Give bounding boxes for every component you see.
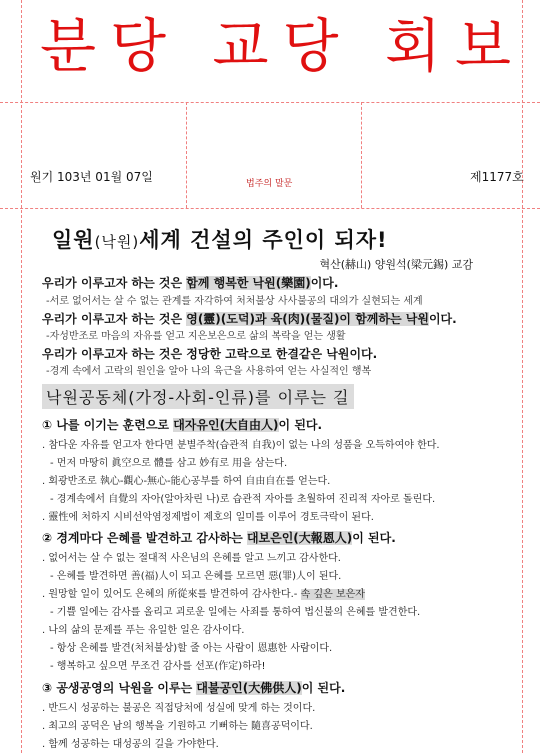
- highlight: 속 깊은 보은자: [300, 589, 365, 600]
- subsection-1-line: - 경계속에서 自覺의 자아(알아차린 나)로 습관적 자아를 초월하여 진리적 자아로 돌린다.: [50, 494, 436, 505]
- principle-text: 우리가 이루고자 하는 것은: [42, 276, 187, 290]
- section-title: 낙원공동체(가정-사회-인류)를 이루는 길: [42, 384, 354, 409]
- principle-text: 이다.: [310, 276, 339, 290]
- subsection-text: 이 된다.: [301, 681, 346, 695]
- subsection-text: 이 된다.: [278, 418, 323, 432]
- subsection-1-line: . 靈性에 처하지 시비선악염정제법이 제호의 일미를 이루어 경토극락이 된다.: [42, 512, 374, 523]
- headline-part: 세계 건설의 주인이 되자!: [139, 228, 388, 252]
- column-divider: [361, 102, 362, 208]
- issue-number: 제1177호: [470, 170, 524, 184]
- highlight: 대불공인(大佛供人): [196, 681, 302, 695]
- principle-1: [42, 274, 338, 291]
- subsection-text: ③ 공생공영의 낙원을 이루는: [42, 681, 197, 695]
- principle-3: 우리가 이루고자 하는 것은 정당한 고락으로 한결같은 낙원이다.: [42, 347, 378, 361]
- subsection-3-line: . 최고의 공덕은 남의 행복을 기원하고 기뻐하는 隨喜공덕이다.: [42, 721, 313, 732]
- subsection-2-line: - 행복하고 싶으면 무조건 감사를 선포(作定)하라!: [50, 661, 266, 672]
- subsection-1-title: [42, 416, 322, 433]
- principle-3-sub: -경계 속에서 고락의 원인을 알아 나의 육근을 사용하여 얻는 사실적인 행복: [46, 366, 372, 377]
- subsection-text: 이 된다.: [352, 531, 396, 545]
- byline: 혁산(赫山) 양원석(梁元錫) 교감: [319, 258, 473, 271]
- subsection-1-line: . 회광반조로 執心-觀心-無心-能心공부를 하여 自由自在를 얻는다.: [42, 476, 331, 487]
- issue-date: 원기 103년 01월 07일: [30, 170, 153, 184]
- motto-text: 법주의 말문: [246, 179, 293, 189]
- principle-1-sub: -서로 없어서는 살 수 없는 관계를 자각하여 처처불상 사사불공의 대의가 실현되는 세계: [46, 296, 423, 307]
- headline: [52, 224, 388, 254]
- subsection-1-line: - 먼저 마땅히 眞空으로 體를 삼고 妙有로 用을 삼는다.: [50, 458, 288, 469]
- principle-2-sub: -자성반조로 마음의 자유를 얻고 지은보은으로 삶의 복락을 얻는 생활: [46, 331, 346, 342]
- principle-text: 우리가 이루고자 하는 것은: [42, 312, 187, 326]
- subsection-2-line: - 기쁠 일에는 감사를 올리고 괴로운 일에는 사죄를 통하여 법신불의 은혜를 발견한다.: [50, 607, 421, 618]
- highlight: 대보은인(大報恩人): [246, 531, 353, 545]
- subsection-2-line: - 은혜를 발견하면 善(福)人이 되고 은혜를 모르면 惡(罪)人이 된다.: [50, 571, 342, 582]
- subsection-2-line: . 없어서는 살 수 없는 절대적 사은님의 은혜를 알고 느끼고 감사한다.: [42, 553, 341, 564]
- masthead: [0, 0, 540, 103]
- info-row: [0, 102, 540, 209]
- subsection-1-line: . 참다운 자유를 얻고자 한다면 분별주착(습관적 自我)이 없는 나의 성품을 오득하여야 한다.: [42, 440, 440, 451]
- subsection-text: ① 나를 이기는 훈련으로: [42, 418, 174, 432]
- principle-text: 이다.: [428, 312, 457, 326]
- highlight: 함께 행복한 낙원(樂園): [186, 276, 311, 290]
- column-divider: [186, 102, 187, 208]
- subsection-text: ② 경계마다 은혜를 발견하고 감사하는: [42, 531, 247, 545]
- highlight: 대자유인(大自由人): [173, 418, 279, 432]
- subsection-2-line: . 나의 삶의 문제를 푸는 유일한 일은 감사이다.: [42, 625, 245, 636]
- highlight: 영(靈)(도덕)과 육(肉)(물질)이 함께하는 낙원: [186, 312, 429, 326]
- subsection-3-title: [42, 679, 345, 696]
- subsection-2-title: [42, 529, 396, 546]
- masthead-title: 분당 교당 회보: [40, 12, 526, 80]
- line-text: . 원망할 일이 있어도 은혜의 所從來를 발견하여 감사한다.-: [42, 589, 301, 600]
- principle-2: [42, 310, 457, 327]
- subsection-3-line: . 반드시 성공하는 불공은 직접당처에 성실에 맞게 하는 것이다.: [42, 703, 316, 714]
- subsection-2-line: [42, 585, 365, 600]
- headline-part: 일원: [52, 228, 95, 252]
- headline-paren: (낙원): [94, 233, 140, 251]
- subsection-3-line: . 함께 성공하는 대성공의 길을 가야한다.: [42, 739, 219, 750]
- subsection-2-line: - 항상 은혜를 발견(처처불상)할 줄 아는 사람이 恩惠한 사람이다.: [50, 643, 333, 654]
